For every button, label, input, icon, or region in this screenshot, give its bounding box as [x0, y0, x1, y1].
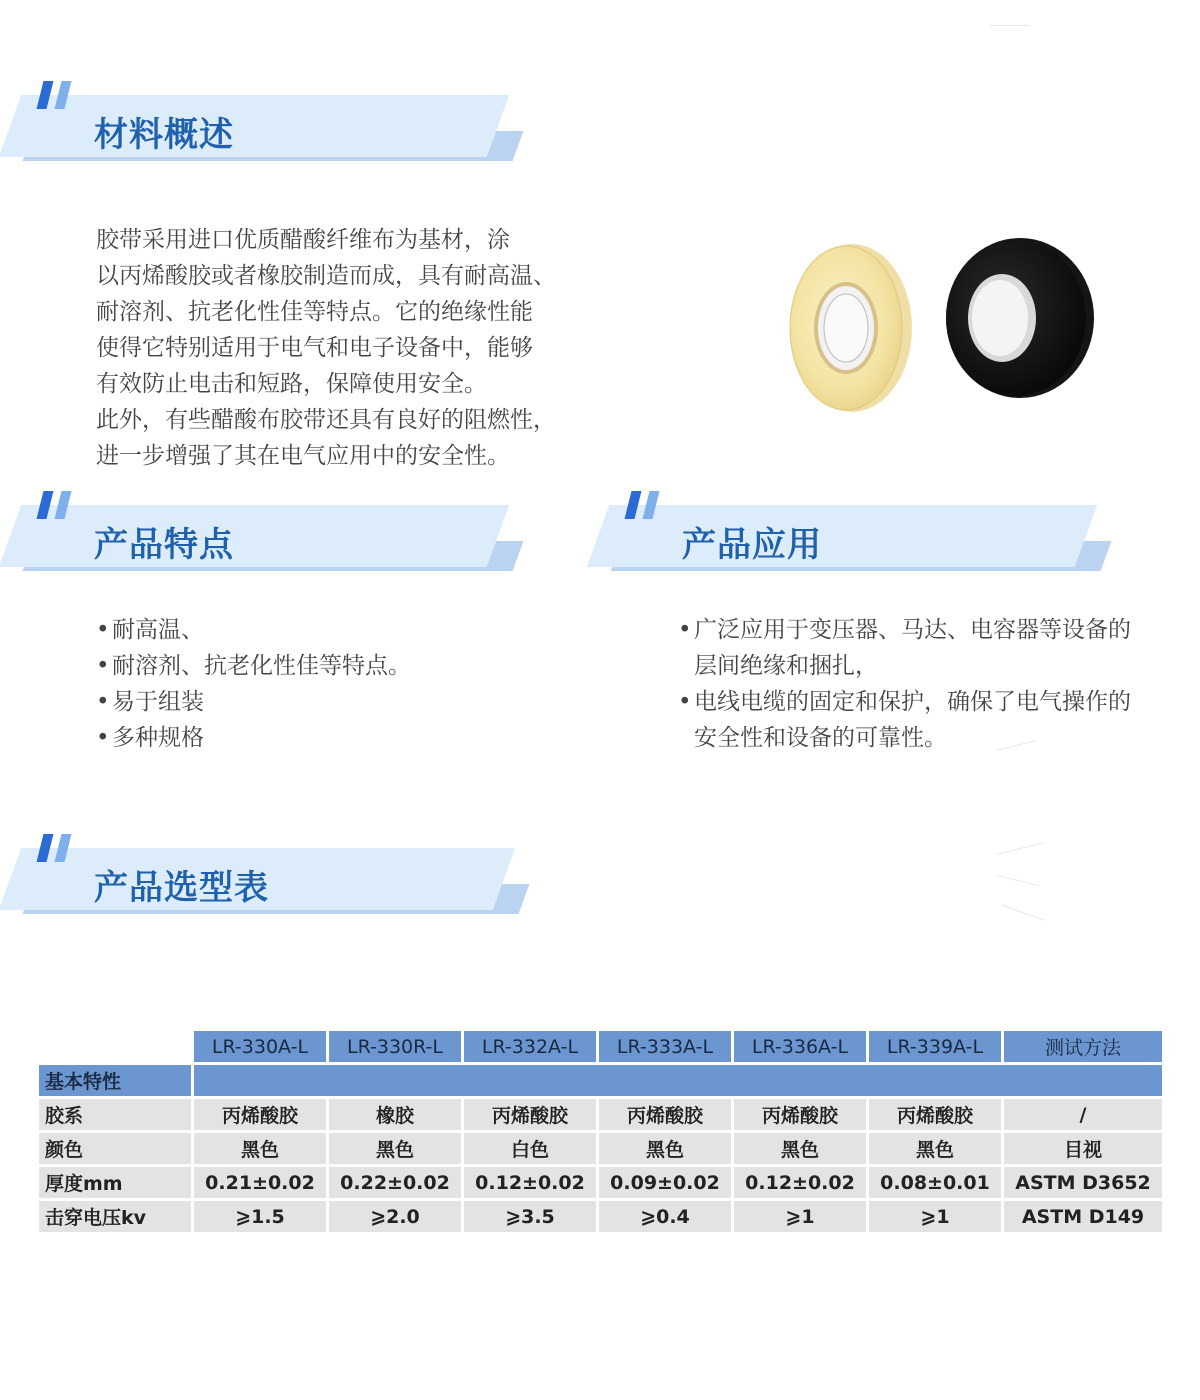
table-cell: 0.12±0.02: [464, 1167, 596, 1198]
table-cell: 黑色: [734, 1133, 866, 1164]
table-cell: 丙烯酸胶: [599, 1099, 731, 1130]
application-item: • 电线电缆的固定和保护，确保了电气操作的安全性和设备的可靠性。: [678, 684, 1148, 756]
table-row: [39, 1167, 1162, 1198]
table-cell: 黑色: [329, 1133, 461, 1164]
table-group-row: [39, 1065, 1162, 1096]
slash-decoration-icon: [628, 491, 668, 521]
table-cell: ⩾0.4: [599, 1201, 731, 1232]
table-row: [39, 1133, 1162, 1164]
section-title: 产品应用: [682, 525, 822, 565]
table-header-row: [39, 1031, 1162, 1062]
group-label: 基本特性: [39, 1065, 191, 1096]
feature-item: • 耐高温、: [96, 612, 411, 648]
feature-item: • 耐溶剂、抗老化性佳等特点。: [96, 648, 411, 684]
section-title: 材料概述: [94, 115, 234, 155]
column-header-model: LR-333A-L: [599, 1031, 731, 1062]
table-cell: 丙烯酸胶: [734, 1099, 866, 1130]
table-cell: ⩾1: [734, 1201, 866, 1232]
table-cell: 0.12±0.02: [734, 1167, 866, 1198]
row-label: 击穿电压kv: [39, 1201, 191, 1232]
decorative-line: [1001, 904, 1045, 921]
table-cell: ⩾1.5: [194, 1201, 326, 1232]
table-cell: 橡胶: [329, 1099, 461, 1130]
table-cell: 0.22±0.02: [329, 1167, 461, 1198]
features-list: [96, 612, 411, 756]
table-cell: 丙烯酸胶: [194, 1099, 326, 1130]
table-cell: 0.09±0.02: [599, 1167, 731, 1198]
table-cell: 黑色: [599, 1133, 731, 1164]
column-header-model: LR-330A-L: [194, 1031, 326, 1062]
overview-line: 此外，有些醋酸布胶带还具有良好的阻燃性，: [96, 407, 556, 433]
overview-line: 有效防止电击和短路，保障使用安全。: [96, 371, 487, 397]
table-corner: [39, 1031, 191, 1062]
section-title: 产品选型表: [94, 868, 269, 908]
table-cell: 0.08±0.01: [869, 1167, 1001, 1198]
table-cell: ⩾3.5: [464, 1201, 596, 1232]
overview-line: 进一步增强了其在电气应用中的安全性。: [96, 443, 510, 469]
table-cell: 白色: [464, 1133, 596, 1164]
overview-text: [96, 222, 566, 474]
table-row: [39, 1201, 1162, 1232]
table-cell: 黑色: [194, 1133, 326, 1164]
feature-item: • 多种规格: [96, 720, 411, 756]
application-item: • 广泛应用于变压器、马达、电容器等设备的层间绝缘和捆扎，: [678, 612, 1148, 684]
method-cell: ASTM D149: [1004, 1201, 1162, 1232]
column-header-model: LR-336A-L: [734, 1031, 866, 1062]
feature-item: • 易于组装: [96, 684, 411, 720]
table-cell: ⩾2.0: [329, 1201, 461, 1232]
group-span: [194, 1065, 1162, 1096]
method-cell: /: [1004, 1099, 1162, 1130]
column-header-model: LR-332A-L: [464, 1031, 596, 1062]
overview-line: 胶带采用进口优质醋酸纤维布为基材，涂: [96, 227, 510, 253]
product-selection-table: [36, 1028, 1165, 1235]
slash-decoration-icon: [40, 81, 80, 111]
decorative-line: [997, 875, 1040, 887]
section-header-features: [0, 505, 520, 575]
column-header-test-method: 测试方法: [1004, 1031, 1162, 1062]
overview-line: 耐溶剂、抗老化性佳等特点。它的绝缘性能: [96, 299, 533, 325]
table-cell: 0.21±0.02: [194, 1167, 326, 1198]
method-cell: 目视: [1004, 1133, 1162, 1164]
table-cell: 丙烯酸胶: [869, 1099, 1001, 1130]
table-cell: 丙烯酸胶: [464, 1099, 596, 1130]
section-header-selection: [0, 848, 530, 918]
slash-decoration-icon: [40, 491, 80, 521]
overview-line: 以丙烯酸胶或者橡胶制造而成，具有耐高温、: [96, 263, 556, 289]
overview-line: 使得它特别适用于电气和电子设备中，能够: [96, 335, 533, 361]
section-header-overview: [0, 95, 520, 165]
column-header-model: LR-330R-L: [329, 1031, 461, 1062]
column-header-model: LR-339A-L: [869, 1031, 1001, 1062]
table-row: [39, 1099, 1162, 1130]
decorative-line: [990, 25, 1030, 26]
table-cell: ⩾1: [869, 1201, 1001, 1232]
row-label: 颜色: [39, 1133, 191, 1164]
section-header-applications: [588, 505, 1108, 575]
method-cell: ASTM D3652: [1004, 1167, 1162, 1198]
tape-rolls-image: [780, 220, 1110, 420]
slash-decoration-icon: [40, 834, 80, 864]
row-label: 胶系: [39, 1099, 191, 1130]
row-label: 厚度mm: [39, 1167, 191, 1198]
applications-list: [678, 612, 1148, 756]
decorative-line: [997, 842, 1044, 855]
section-title: 产品特点: [94, 525, 234, 565]
table-cell: 黑色: [869, 1133, 1001, 1164]
